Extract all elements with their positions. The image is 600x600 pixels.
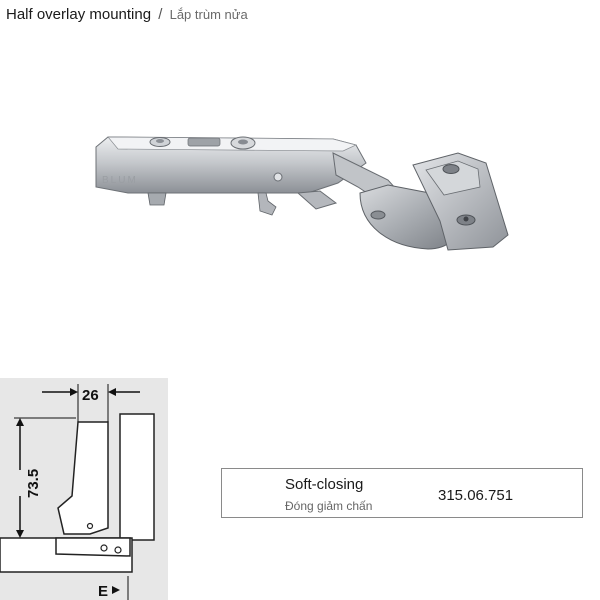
hinge-engraving: BLUM [102,175,138,186]
hinge-product-image [88,125,513,260]
feature-label: Soft-closing [285,476,364,493]
heading-separator: / [158,6,163,23]
dim-bottom-label: E [98,583,109,600]
heading-sub: Lắp trùm nửa [169,7,248,22]
page-heading [6,6,248,23]
heading-main: Half overlay mounting [6,6,152,23]
spec-box [221,468,583,518]
dim-side-label: 73.5 [25,468,42,498]
feature-sub-label: Đóng giảm chấn [285,499,373,513]
part-number: 315.06.751 [438,487,514,504]
mounting-diagram [0,378,168,600]
dim-top-label: 26 [82,387,99,404]
